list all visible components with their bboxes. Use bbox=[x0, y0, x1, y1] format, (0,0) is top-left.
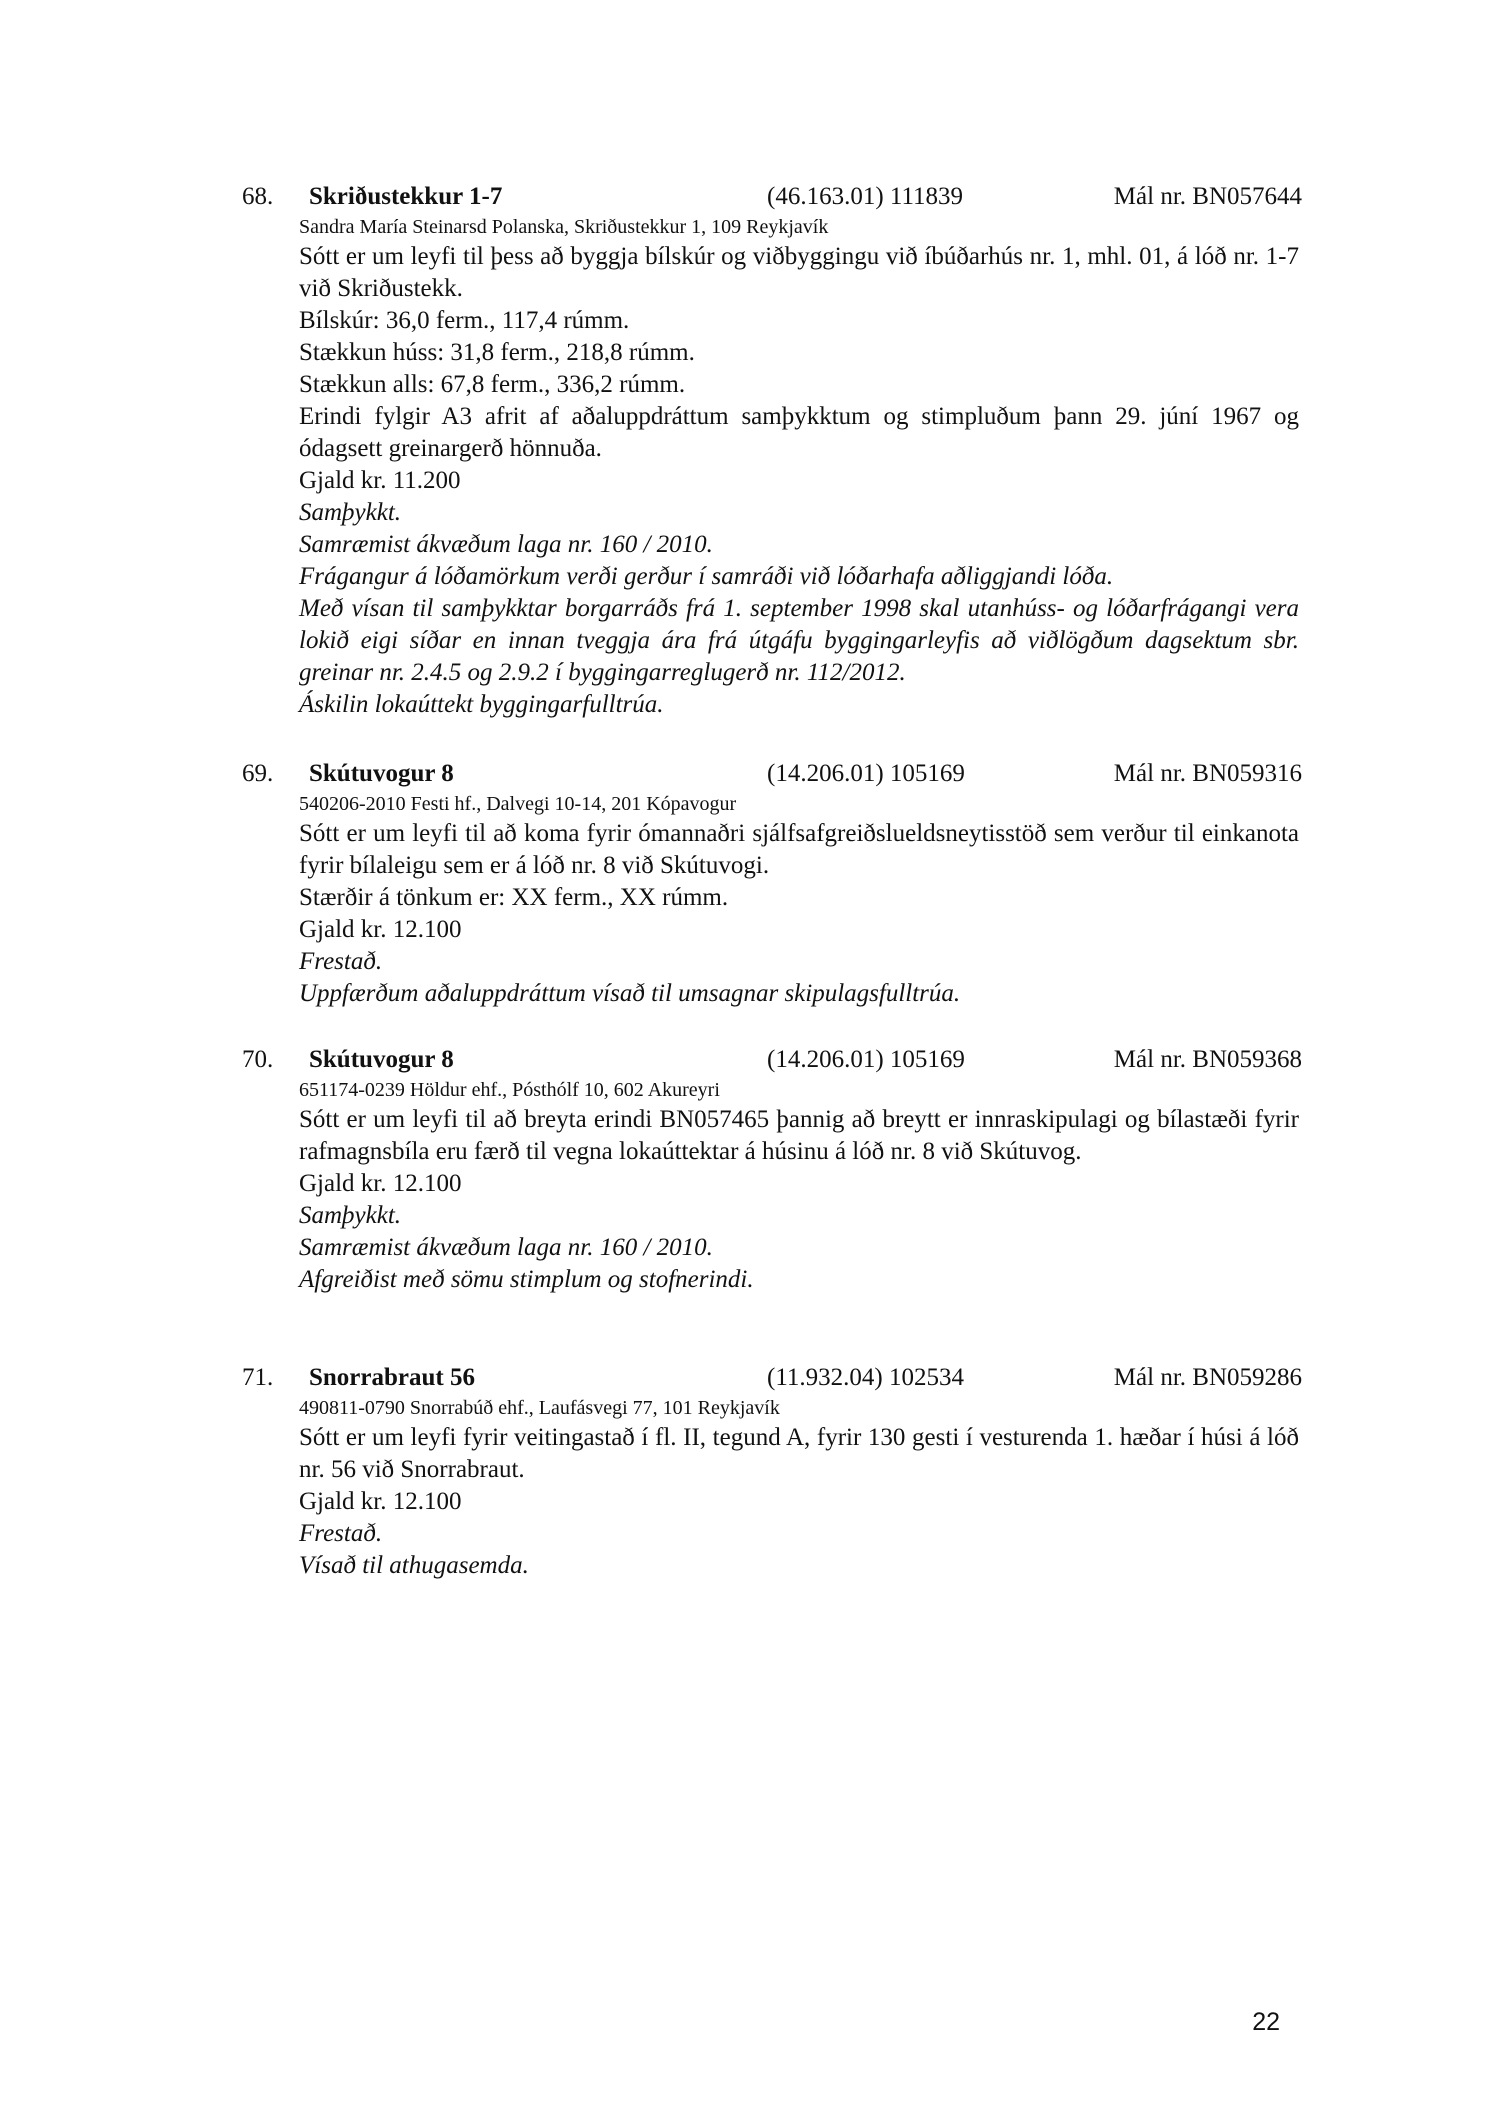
item-lot-id: (14.206.01) 105169 bbox=[767, 1046, 965, 1073]
item-address: Skútuvogur 8 bbox=[309, 760, 454, 787]
item-applicant: 651174-0239 Höldur ehf., Pósthólf 10, 602 Akureyri bbox=[299, 1079, 720, 1101]
item-header bbox=[242, 180, 1302, 214]
item-applicant: 490811-0790 Snorrabúð ehf., Laufásvegi 77, 101 Reykjavík bbox=[299, 1397, 780, 1419]
item-case-number: Mál nr. BN059368 bbox=[1113, 1046, 1302, 1073]
item-fee: Gjald kr. 11.200 bbox=[299, 467, 461, 494]
item-decision: Uppfærðum aðaluppdráttum vísað til umsagnar skipulagsfulltrúa. bbox=[299, 980, 961, 1007]
agenda-item-70 bbox=[242, 1043, 1302, 1296]
item-case-number: Mál nr. BN059286 bbox=[1113, 1364, 1302, 1391]
item-body bbox=[299, 791, 1299, 1010]
item-applicant: Sandra María Steinarsd Polanska, Skriðustekkur 1, 109 Reykjavík bbox=[299, 216, 829, 238]
item-decision: Frestað. bbox=[299, 948, 383, 975]
item-applicant: 540206-2010 Festi hf., Dalvegi 10-14, 201 Kópavogur bbox=[299, 793, 737, 815]
item-detail: Stækkun húss: 31,8 ferm., 218,8 rúmm. bbox=[299, 339, 695, 366]
item-case-number: Mál nr. BN057644 bbox=[1113, 183, 1302, 210]
item-header bbox=[242, 1361, 1302, 1395]
item-decision: Samþykkt. bbox=[299, 1202, 402, 1229]
item-decision: Vísað til athugasemda. bbox=[299, 1552, 529, 1579]
item-lot-id: (11.932.04) 102534 bbox=[767, 1364, 964, 1391]
item-number: 68. bbox=[242, 183, 274, 210]
item-number: 69. bbox=[242, 760, 274, 787]
agenda-item-69 bbox=[242, 757, 1302, 1010]
item-body bbox=[299, 214, 1299, 721]
item-decision: Samþykkt. bbox=[299, 499, 402, 526]
item-decision: Áskilin lokaúttekt byggingarfulltrúa. bbox=[299, 691, 664, 718]
item-fee: Gjald kr. 12.100 bbox=[299, 1170, 462, 1197]
page-number: 22 bbox=[1252, 2008, 1280, 2036]
item-note: Erindi fylgir A3 afrit af aðaluppdráttum samþykktum og stimpluðum þann 29. júní 1967 og ódagsett greinargerð hönnuða. bbox=[299, 403, 1299, 462]
item-fee: Gjald kr. 12.100 bbox=[299, 1488, 462, 1515]
item-body bbox=[299, 1395, 1299, 1582]
item-address: Skútuvogur 8 bbox=[309, 1046, 454, 1073]
item-address: Snorrabraut 56 bbox=[309, 1364, 475, 1391]
agenda-item-68 bbox=[242, 180, 1302, 721]
item-detail: Stærðir á tönkum er: XX ferm., XX rúmm. bbox=[299, 884, 729, 911]
item-decision: Samræmist ákvæðum laga nr. 160 / 2010. bbox=[299, 1234, 713, 1261]
item-number: 71. bbox=[242, 1364, 274, 1391]
item-address: Skriðustekkur 1-7 bbox=[309, 183, 503, 210]
item-decision: Með vísan til samþykktar borgarráðs frá 1. september 1998 skal utanhúss- og lóðarfrágangi vera lokið eigi síðar en innan tveggja ára frá útgáfu byggingarleyfis að viðlögðum dagsektum sbr. greinar nr. 2.4.5 og 2.9.2 í byggingarreglugerð nr. 112/2012. bbox=[299, 595, 1299, 686]
item-case-number: Mál nr. BN059316 bbox=[1113, 760, 1302, 787]
item-header bbox=[242, 757, 1302, 791]
item-lot-id: (46.163.01) 111839 bbox=[767, 183, 964, 210]
item-detail: Stækkun alls: 67,8 ferm., 336,2 rúmm. bbox=[299, 371, 686, 398]
item-fee: Gjald kr. 12.100 bbox=[299, 916, 462, 943]
item-description: Sótt er um leyfi til að koma fyrir ómannaðri sjálfsafgreiðslueldsneytisstöð sem verður til einkanota fyrir bílaleigu sem er á lóð nr. 8 við Skútuvogi. bbox=[299, 820, 1299, 879]
item-description: Sótt er um leyfi til að breyta erindi BN057465 þannig að breytt er innraskipulagi og bílastæði fyrir rafmagnsbíla eru færð til vegna lokaúttektar á húsinu á lóð nr. 8 við Skútuvog. bbox=[299, 1106, 1299, 1165]
item-description: Sótt er um leyfi fyrir veitingastað í fl. II, tegund A, fyrir 130 gesti í vesturenda 1. hæðar í húsi á lóð nr. 56 við Snorrabraut. bbox=[299, 1424, 1299, 1483]
item-body bbox=[299, 1077, 1299, 1296]
agenda-item-71 bbox=[242, 1361, 1302, 1582]
item-decision: Samræmist ákvæðum laga nr. 160 / 2010. bbox=[299, 531, 713, 558]
item-detail: Bílskúr: 36,0 ferm., 117,4 rúmm. bbox=[299, 307, 630, 334]
item-decision: Afgreiðist með sömu stimplum og stofnerindi. bbox=[299, 1266, 754, 1293]
item-header bbox=[242, 1043, 1302, 1077]
item-description: Sótt er um leyfi til þess að byggja bílskúr og viðbyggingu við íbúðarhús nr. 1, mhl. 01, á lóð nr. 1-7 við Skriðustekk. bbox=[299, 243, 1299, 302]
item-number: 70. bbox=[242, 1046, 274, 1073]
item-decision: Frestað. bbox=[299, 1520, 383, 1547]
item-decision: Frágangur á lóðamörkum verði gerður í samráði við lóðarhafa aðliggjandi lóða. bbox=[299, 563, 1114, 590]
item-lot-id: (14.206.01) 105169 bbox=[767, 760, 965, 787]
